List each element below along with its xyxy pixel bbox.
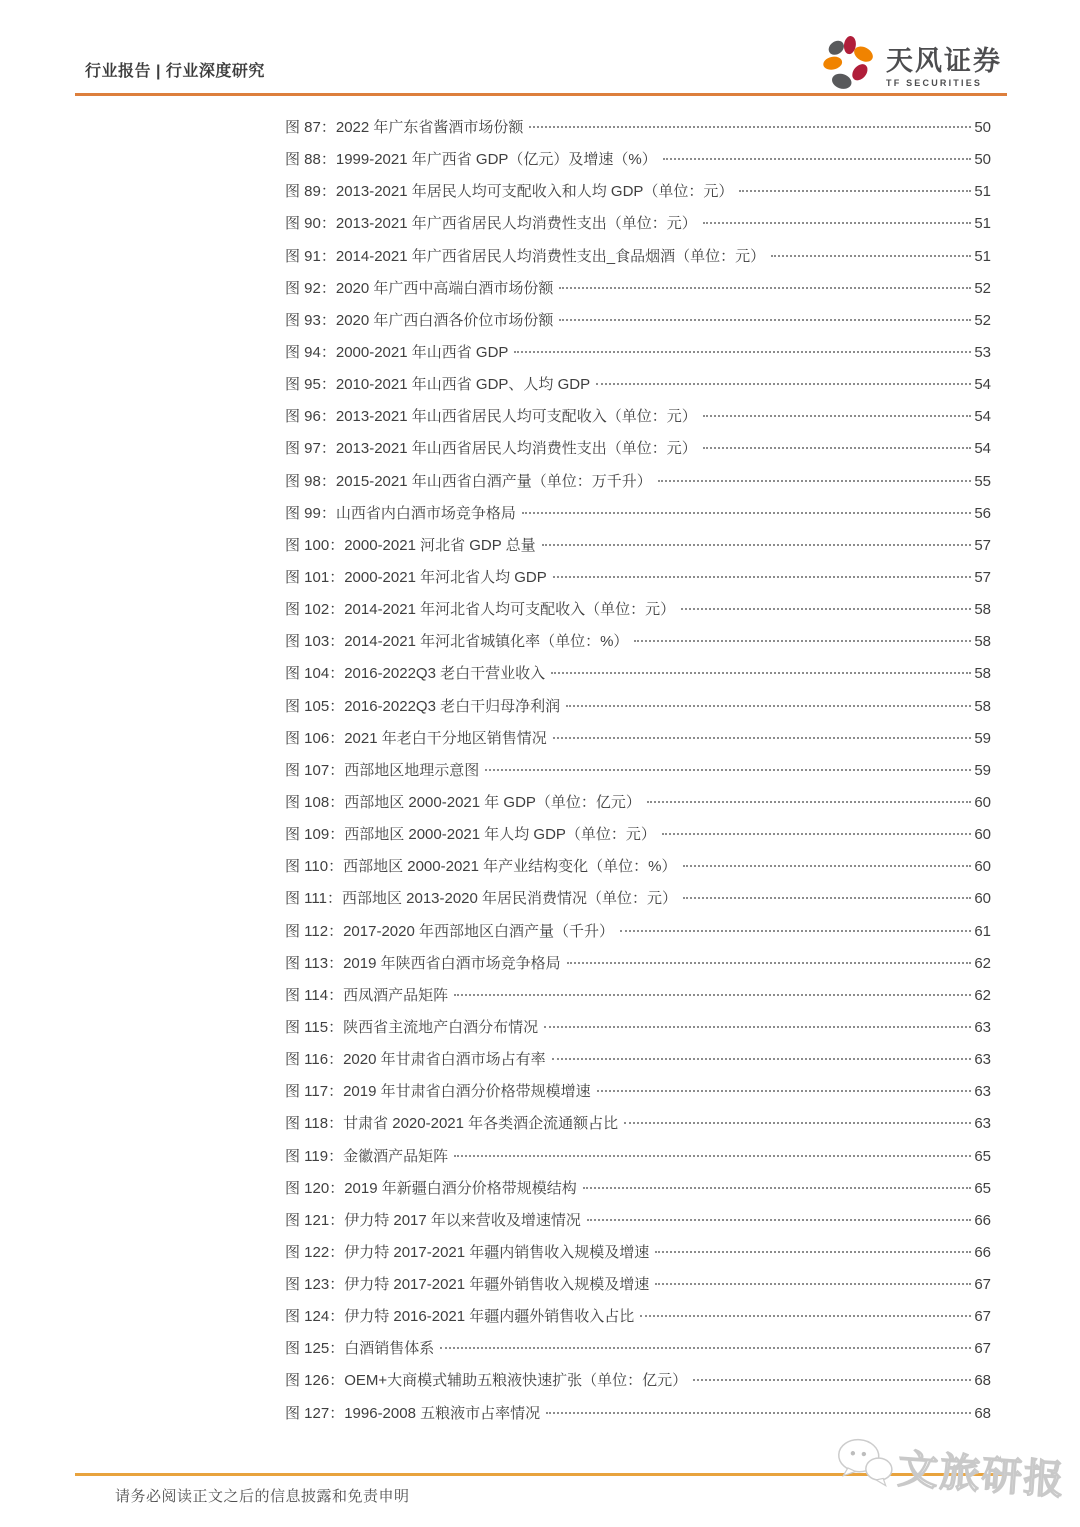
figure-label: 图 110：西部地区 2000-2021 年产业结构变化（单位：%）: [285, 858, 677, 876]
page-number: 50: [974, 151, 991, 169]
brand-name: 天风证券: [886, 45, 1002, 76]
figure-label: 图 124：伊力特 2016-2021 年疆内疆外销售收入占比: [285, 1308, 635, 1326]
dot-leader: [634, 640, 971, 642]
watermark: [830, 1432, 1068, 1507]
page-number: 65: [974, 1179, 991, 1197]
breadcrumb: 行业报告 | 行业深度研究: [85, 63, 265, 80]
dot-leader: [553, 576, 972, 578]
figure-label: 图 118：甘肃省 2020-2021 年各类酒企流通额占比: [285, 1115, 619, 1133]
page-number: 67: [974, 1340, 991, 1358]
toc-entry: [285, 1241, 991, 1273]
figure-label: 图 109：西部地区 2000-2021 年人均 GDP（单位：元）: [285, 826, 656, 844]
toc-entry: [285, 437, 991, 469]
toc-entry: [285, 1112, 991, 1144]
dot-leader: [663, 158, 972, 160]
figure-label: 图 108：西部地区 2000-2021 年 GDP（单位：亿元）: [285, 793, 641, 811]
toc-entry: [285, 212, 991, 244]
figure-label: 图 104：2016-2022Q3 老白干营业收入: [285, 665, 546, 683]
page-number: 66: [974, 1211, 991, 1229]
watermark-text: 文旅研报: [896, 1447, 1068, 1504]
dot-leader: [559, 287, 971, 289]
figure-label: 图 112：2017-2020 年西部地区白酒产量（千升）: [285, 922, 614, 940]
dot-leader: [583, 1187, 972, 1189]
page-number: 58: [974, 665, 991, 683]
figure-label: 图 96：2013-2021 年山西省居民人均可支配收入（单位：元）: [285, 408, 697, 426]
page-number: 57: [974, 568, 991, 586]
toc-entry: [285, 1369, 991, 1401]
dot-leader: [454, 1155, 971, 1157]
dot-leader: [683, 897, 971, 899]
figure-label: 图 123：伊力特 2017-2021 年疆外销售收入规模及增速: [285, 1276, 650, 1294]
dot-leader: [542, 544, 972, 546]
page-number: 62: [974, 986, 991, 1004]
dot-leader: [658, 480, 972, 482]
figure-label: 图 93：2020 年广西白酒各价位市场份额: [285, 311, 554, 329]
footer-disclaimer: 请务必阅读正文之后的信息披露和免责申明: [115, 1488, 410, 1505]
page-number: 63: [974, 1115, 991, 1133]
toc-entry: [285, 695, 991, 727]
page-number: 67: [974, 1276, 991, 1294]
toc-entry: [285, 341, 991, 373]
brand-logo: [818, 36, 1004, 101]
toc-entry: [285, 1145, 991, 1177]
dot-leader: [546, 1412, 971, 1414]
page-number: 60: [974, 826, 991, 844]
toc-entry: [285, 1337, 991, 1369]
page-number: 59: [974, 729, 991, 747]
dot-leader: [440, 1347, 971, 1349]
page-number: 60: [974, 858, 991, 876]
figure-label: 图 95：2010-2021 年山西省 GDP、人均 GDP: [285, 376, 591, 394]
dot-leader: [624, 1122, 971, 1124]
page-number: 51: [974, 215, 991, 233]
figure-label: 图 92：2020 年广西中高端白酒市场份额: [285, 279, 554, 297]
figure-label: 图 116：2020 年甘肃省白酒市场占有率: [285, 1051, 546, 1069]
dot-leader: [514, 351, 971, 353]
page-number: 56: [974, 504, 991, 522]
tf-flower-icon: [820, 36, 878, 99]
page-number: 52: [974, 311, 991, 329]
toc-entry: [285, 534, 991, 566]
figure-label: 图 91：2014-2021 年广西省居民人均消费性支出_食品烟酒（单位：元）: [285, 247, 766, 265]
page-number: 52: [974, 279, 991, 297]
figure-label: 图 89：2013-2021 年居民人均可支配收入和人均 GDP（单位：元）: [285, 183, 734, 201]
dot-leader: [596, 383, 971, 385]
dot-leader: [552, 1058, 972, 1060]
dot-leader: [559, 319, 971, 321]
figure-label: 图 98：2015-2021 年山西省白酒产量（单位：万千升）: [285, 472, 652, 490]
figure-label: 图 105：2016-2022Q3 老白干归母净利润: [285, 697, 561, 715]
dot-leader: [522, 512, 971, 514]
page-number: 54: [974, 376, 991, 394]
page-number: 63: [974, 1051, 991, 1069]
figure-label: 图 90：2013-2021 年广西省居民人均消费性支出（单位：元）: [285, 215, 697, 233]
page-number: 57: [974, 536, 991, 554]
figure-label: 图 94：2000-2021 年山西省 GDP: [285, 343, 509, 361]
dot-leader: [703, 415, 972, 417]
toc-entry: [285, 1080, 991, 1112]
dot-leader: [662, 833, 971, 835]
toc-entry: [285, 727, 991, 759]
toc-entry: [285, 502, 991, 534]
toc-entry: [285, 952, 991, 984]
dot-leader: [597, 1090, 972, 1092]
toc-entry: [285, 1016, 991, 1048]
toc-entry: [285, 759, 991, 791]
figure-label: 图 106：2021 年老白干分地区销售情况: [285, 729, 547, 747]
figure-label: 图 97：2013-2021 年山西省居民人均消费性支出（单位：元）: [285, 440, 697, 458]
page-number: 50: [974, 119, 991, 136]
toc-entry: [285, 662, 991, 694]
page-number: 54: [974, 408, 991, 426]
page-number: 63: [974, 1018, 991, 1036]
dot-leader: [655, 1283, 971, 1285]
figure-label: 图 126：OEM+大商模式辅助五粮液快速扩张（单位：亿元）: [285, 1372, 688, 1390]
toc-entry: [285, 116, 991, 148]
dot-leader: [544, 1026, 971, 1028]
figure-label: 图 100：2000-2021 河北省 GDP 总量: [285, 536, 536, 554]
figure-label: 图 87：2022 年广东省酱酒市场份额: [285, 119, 524, 136]
figure-label: 图 117：2019 年甘肃省白酒分价格带规模增速: [285, 1083, 591, 1101]
toc-entry: [285, 887, 991, 919]
figure-label: 图 122：伊力特 2017-2021 年疆内销售收入规模及增速: [285, 1243, 650, 1261]
dot-leader: [683, 865, 972, 867]
page-number: 62: [974, 954, 991, 972]
page-number: 54: [974, 440, 991, 458]
dot-leader: [647, 801, 971, 803]
figure-label: 图 99：山西省内白酒市场竞争格局: [285, 504, 516, 522]
page-number: 58: [974, 633, 991, 651]
page-number: 60: [974, 793, 991, 811]
page-number: 51: [974, 183, 991, 201]
toc-entry: [285, 630, 991, 662]
dot-leader: [620, 930, 971, 932]
toc-entry: [285, 791, 991, 823]
toc-entry: [285, 245, 991, 277]
toc-entry: [285, 920, 991, 952]
toc-entry: [285, 180, 991, 212]
page-number: 65: [974, 1147, 991, 1165]
figure-label: 图 88：1999-2021 年广西省 GDP（亿元）及增速（%）: [285, 151, 657, 169]
page-number: 58: [974, 697, 991, 715]
page-number: 61: [974, 922, 991, 940]
list-of-figures: [285, 116, 991, 1434]
figure-label: 图 120：2019 年新疆白酒分价格带规模结构: [285, 1179, 577, 1197]
page-number: 51: [974, 247, 991, 265]
chat-bubbles-icon: [830, 1432, 898, 1495]
dot-leader: [739, 190, 971, 192]
dot-leader: [640, 1315, 971, 1317]
toc-entry: [285, 566, 991, 598]
toc-entry: [285, 277, 991, 309]
figure-label: 图 114：西凤酒产品矩阵: [285, 986, 449, 1004]
figure-label: 图 127：1996-2008 五粮液市占率情况: [285, 1404, 541, 1422]
toc-entry: [285, 148, 991, 180]
dot-leader: [566, 705, 971, 707]
dot-leader: [529, 126, 971, 128]
figure-label: 图 101：2000-2021 年河北省人均 GDP: [285, 568, 547, 586]
page-number: 59: [974, 761, 991, 779]
page-number: 53: [974, 343, 991, 361]
figure-label: 图 115：陕西省主流地产白酒分布情况: [285, 1018, 539, 1036]
page-number: 63: [974, 1083, 991, 1101]
page-number: 68: [974, 1404, 991, 1422]
dot-leader: [771, 255, 971, 257]
toc-entry: [285, 309, 991, 341]
page-number: 66: [974, 1243, 991, 1261]
page-number: 67: [974, 1308, 991, 1326]
toc-entry: [285, 1402, 991, 1434]
toc-entry: [285, 373, 991, 405]
toc-entry: [285, 855, 991, 887]
dot-leader: [681, 608, 971, 610]
dot-leader: [485, 769, 971, 771]
header-divider: [75, 93, 1007, 96]
figure-label: 图 121：伊力特 2017 年以来营收及增速情况: [285, 1211, 581, 1229]
toc-entry: [285, 405, 991, 437]
toc-entry: [285, 1273, 991, 1305]
dot-leader: [587, 1219, 971, 1221]
figure-label: 图 102：2014-2021 年河北省人均可支配收入（单位：元）: [285, 601, 676, 619]
dot-leader: [703, 447, 972, 449]
brand-subtitle: TF SECURITIES: [886, 77, 983, 88]
page-number: 58: [974, 601, 991, 619]
page-number: 60: [974, 890, 991, 908]
page-number: 68: [974, 1372, 991, 1390]
toc-entry: [285, 1209, 991, 1241]
toc-entry: [285, 823, 991, 855]
figure-label: 图 103：2014-2021 年河北省城镇化率（单位：%）: [285, 633, 629, 651]
figure-label: 图 119：金徽酒产品矩阵: [285, 1147, 449, 1165]
toc-entry: [285, 984, 991, 1016]
toc-entry: [285, 470, 991, 502]
figure-label: 图 113：2019 年陕西省白酒市场竞争格局: [285, 954, 561, 972]
dot-leader: [693, 1379, 971, 1381]
dot-leader: [551, 672, 971, 674]
dot-leader: [553, 737, 972, 739]
figure-label: 图 107：西部地区地理示意图: [285, 761, 480, 779]
dot-leader: [703, 222, 972, 224]
toc-entry: [285, 1048, 991, 1080]
dot-leader: [567, 962, 972, 964]
dot-leader: [655, 1251, 971, 1253]
figure-label: 图 111：西部地区 2013-2020 年居民消费情况（单位：元）: [285, 890, 678, 908]
dot-leader: [454, 994, 971, 996]
toc-entry: [285, 1177, 991, 1209]
toc-entry: [285, 1305, 991, 1337]
page-number: 55: [974, 472, 991, 490]
toc-entry: [285, 598, 991, 630]
figure-label: 图 125：白酒销售体系: [285, 1340, 435, 1358]
